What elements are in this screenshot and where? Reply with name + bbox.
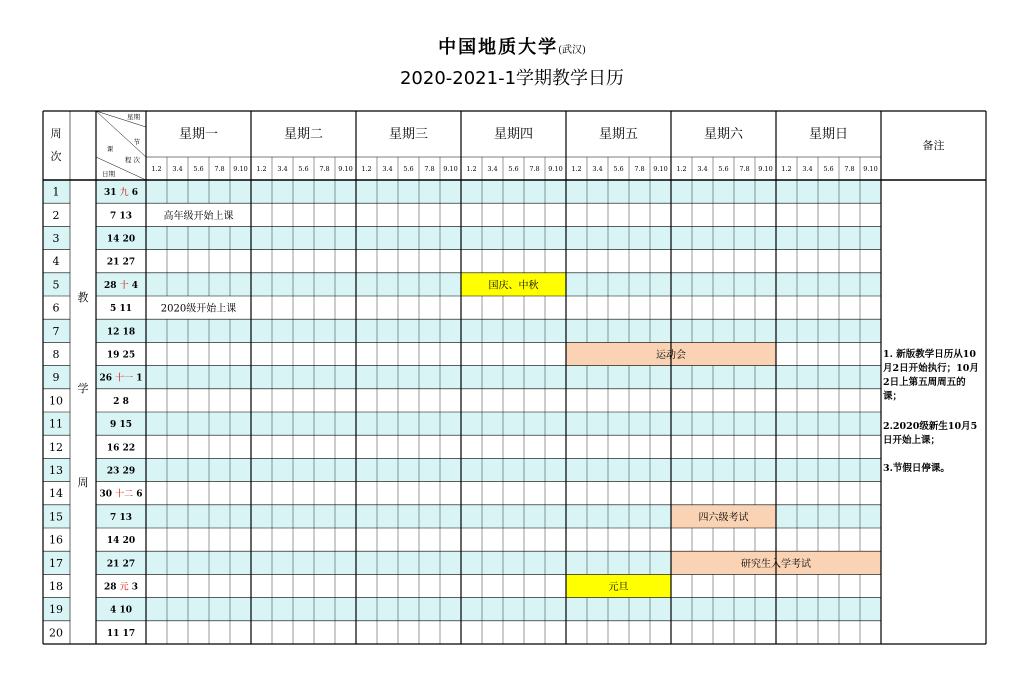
period-label: 3.4 <box>487 165 498 173</box>
week-dates: 26 十一 1 <box>99 373 143 384</box>
day-header-4: 星期四 <box>493 127 534 142</box>
week-header-label: 周 <box>50 127 62 140</box>
period-label: 3.4 <box>697 165 708 173</box>
note-2: 2.2020级新生10月5日开始上课； <box>883 421 978 446</box>
period-label: 1.2 <box>571 165 582 173</box>
week-number: 10 <box>49 394 63 408</box>
week-dates: 30 十二 6 <box>99 489 143 500</box>
period-label: 1.2 <box>466 165 477 173</box>
week-dates: 19 25 <box>106 350 136 361</box>
week-number: 20 <box>49 626 63 640</box>
period-label: 3.4 <box>382 165 393 173</box>
teaching-week-char: 学 <box>77 382 89 395</box>
day-header-3: 星期三 <box>388 127 429 142</box>
period-label: 1.2 <box>361 165 372 173</box>
period-label: 7.8 <box>844 165 855 173</box>
period-label: 5.6 <box>718 165 729 173</box>
week-number: 1 <box>52 185 60 199</box>
period-label: 9.10 <box>443 165 458 173</box>
teaching-week-char: 教 <box>77 291 89 304</box>
note-1: 1. 新版教学日历从10月2日开始执行；10月2日上第五周周五的课； <box>883 349 979 402</box>
week-number: 8 <box>52 348 60 361</box>
day-header-1: 星期一 <box>178 127 219 142</box>
period-label: 7.8 <box>424 165 435 173</box>
day-header-7: 星期日 <box>808 127 849 142</box>
week-dates: 21 27 <box>106 559 136 570</box>
university-campus: (武汉) <box>558 45 586 56</box>
period-label: 5.6 <box>403 165 414 173</box>
period-label: 5.6 <box>193 165 204 173</box>
period-label: 5.6 <box>508 165 519 173</box>
week-dates: 2 8 <box>113 396 129 407</box>
period-label: 5.6 <box>613 165 624 173</box>
period-label: 3.4 <box>592 165 603 173</box>
week-dates: 7 13 <box>110 211 132 222</box>
senior-classes-start-label: 高年级开始上课 <box>163 210 234 222</box>
period-label: 5.6 <box>298 165 309 173</box>
week-dates: 28 十 4 <box>103 280 139 291</box>
day-header-6: 星期六 <box>703 127 744 142</box>
week-dates: 23 29 <box>106 466 136 477</box>
week-number: 12 <box>49 440 63 454</box>
week-dates: 28 元 3 <box>103 582 139 593</box>
row-highlight <box>96 226 881 249</box>
freshman-classes-start-label: 2020级开始上课 <box>160 303 237 315</box>
week-number: 4 <box>52 255 60 269</box>
note-3: 3.节假日停课。 <box>883 463 950 474</box>
period-label: 1.2 <box>781 165 792 173</box>
week-number: 15 <box>49 510 63 524</box>
period-label: 1.2 <box>676 165 687 173</box>
week-dates: 14 20 <box>106 536 136 547</box>
row-highlight <box>96 319 881 342</box>
remarks-header: 备注 <box>922 139 945 152</box>
period-label: 7.8 <box>214 165 225 173</box>
row-highlight <box>96 412 881 435</box>
day-header-5: 星期五 <box>598 127 639 142</box>
teaching-week-char: 周 <box>77 476 89 489</box>
row-highlight <box>96 180 881 203</box>
period-label: 3.4 <box>172 165 183 173</box>
page-title: 2020-2021-1学期教学日历 <box>399 68 625 89</box>
corner-label-weekday: 星期 <box>127 113 140 121</box>
week-number: 3 <box>52 232 60 245</box>
row-highlight <box>96 598 881 621</box>
week-number: 13 <box>49 464 63 477</box>
grad-entrance-exam-label: 研究生入学考试 <box>741 558 811 570</box>
period-label: 9.10 <box>863 165 878 173</box>
week-number: 17 <box>49 556 63 570</box>
corner-label-times: 程 次 <box>124 156 140 164</box>
week-dates: 5 11 <box>110 304 132 315</box>
week-number: 19 <box>49 603 63 617</box>
day-header-2: 星期二 <box>283 127 324 142</box>
corner-label-course: 课 <box>106 145 114 153</box>
period-label: 7.8 <box>634 165 645 173</box>
university-name: 中国地质大学 <box>438 37 559 58</box>
period-label: 3.4 <box>802 165 813 173</box>
period-label: 1.2 <box>151 165 162 173</box>
row-highlight <box>96 366 881 389</box>
week-number: 7 <box>52 324 60 338</box>
week-number: 2 <box>52 208 60 222</box>
period-label: 9.10 <box>548 165 563 173</box>
week-number: 6 <box>52 301 60 315</box>
period-label: 7.8 <box>529 165 540 173</box>
week-dates: 21 27 <box>106 257 136 268</box>
week-dates: 16 22 <box>106 443 136 454</box>
national-day-label: 国庆、中秋 <box>488 280 539 292</box>
week-number: 11 <box>49 417 63 431</box>
row-highlight <box>96 458 881 481</box>
corner-label-period: 节 <box>133 138 140 146</box>
week-number: 9 <box>52 371 60 385</box>
period-label: 9.10 <box>653 165 668 173</box>
period-label: 3.4 <box>277 165 288 173</box>
cet-exam-label: 四六级考试 <box>698 512 749 524</box>
corner-label-date: 日期 <box>102 170 115 178</box>
new-year-label: 元旦 <box>608 582 629 593</box>
period-label: 1.2 <box>256 165 267 173</box>
week-dates: 14 20 <box>106 234 136 245</box>
period-label: 9.10 <box>338 165 353 173</box>
week-dates: 12 18 <box>106 327 136 338</box>
week-number: 18 <box>49 580 63 593</box>
week-dates: 31 九 6 <box>103 188 139 199</box>
week-dates: 11 17 <box>106 628 136 639</box>
period-label: 9.10 <box>233 165 248 173</box>
week-number: 16 <box>49 533 63 547</box>
week-dates: 4 10 <box>110 605 132 616</box>
week-number: 5 <box>52 278 60 292</box>
week-dates: 7 13 <box>110 512 132 523</box>
period-label: 7.8 <box>319 165 330 173</box>
week-header-label: 次 <box>50 150 62 163</box>
period-label: 5.6 <box>823 165 834 173</box>
week-dates: 9 15 <box>110 420 132 431</box>
week-number: 14 <box>49 487 63 501</box>
sports-meet-label: 运动会 <box>656 350 686 361</box>
period-label: 7.8 <box>739 165 750 173</box>
period-label: 9.10 <box>758 165 773 173</box>
